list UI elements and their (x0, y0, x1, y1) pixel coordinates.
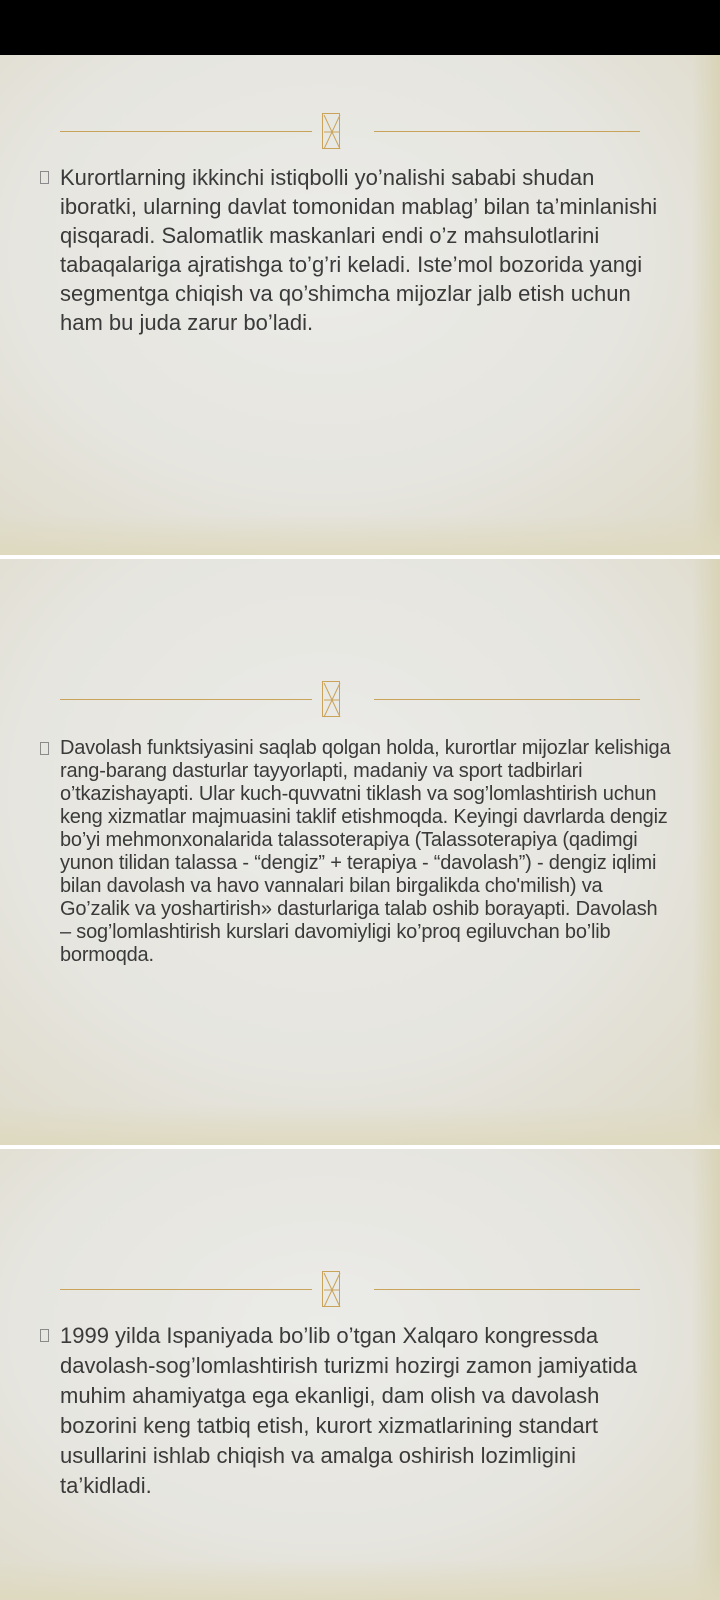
bullet-box-icon (40, 1329, 49, 1342)
bullet-box-icon (40, 171, 49, 184)
slide-2 (0, 559, 720, 1145)
divider-line-right (374, 131, 640, 132)
slide-divider (60, 113, 640, 149)
paragraph: Davolash funktsiyasini saqlab qolgan holda, kurortlar mijozlar kelishiga rang-barang dasturlar tayyorlapti, madaniy va sport tadbirlari o’tkazishayapti. Ular kuch-quvvatni tiklash va sog’lomlashtirish uchun keng xizmatlar majmuasini taklif etishmoqda. Keyingi davrlarda dengiz bo’yi mehmonxonalarida talassoterapiya (Talassoterapiya (qadimgi yunon tilidan talassa - “dengiz” + terapiya - “davolash”) - dengiz iqlimi bilan davolash va havo vannalari bilan birgalikda cho'milish) va Go’zalik va yoshartirish» dasturlariga talab oshib borayapti. Davolash – sog’lomlashtirish kurslari davomiyligi ko’proq egiluvchan bo’lib bormoqda. (60, 737, 671, 966)
paragraph: 1999 yilda Ispaniyada bo’lib o’tgan Xalqaro kongressda davolash-sog’lomlashtirish turizmi hozirgi zamon jamiyatida muhim ahamiyatga ega ekanligi, dam olish va davolash bozorini keng tatbiq etish, kurort xizmatlarining standart usullarini ishlab chiqish va amalga oshirish lozimligini ta’kidladi. (60, 1323, 638, 1498)
ornament-icon (322, 681, 340, 717)
divider-line-left (60, 131, 312, 132)
slide-divider (60, 681, 640, 717)
ornament-icon (322, 113, 340, 149)
paragraph: Kurortlarning ikkinchi istiqbolli yo’nalishi sababi shudan iboratki, ularning davlat tomonidan mablag’ bilan ta’minlanishi qisqaradi. Salomatlik maskanlari endi o’z mahsulotlarini tabaqalariga ajratishga to’g’ri keladi. Iste’mol bozorida yangi segmentga chiqish va qo’shimcha mijozlar jalb etish uchun ham bu juda zarur bo’ladi. (60, 165, 658, 335)
slide-divider (60, 1271, 640, 1307)
divider-line-left (60, 1289, 312, 1290)
divider-line-right (374, 699, 640, 700)
bullet-box-icon (40, 742, 49, 755)
status-bar (0, 0, 720, 55)
divider-line-right (374, 1289, 640, 1290)
slide-3 (0, 1149, 720, 1600)
slide-1 (0, 55, 720, 555)
divider-line-left (60, 699, 312, 700)
ornament-icon (322, 1271, 340, 1307)
